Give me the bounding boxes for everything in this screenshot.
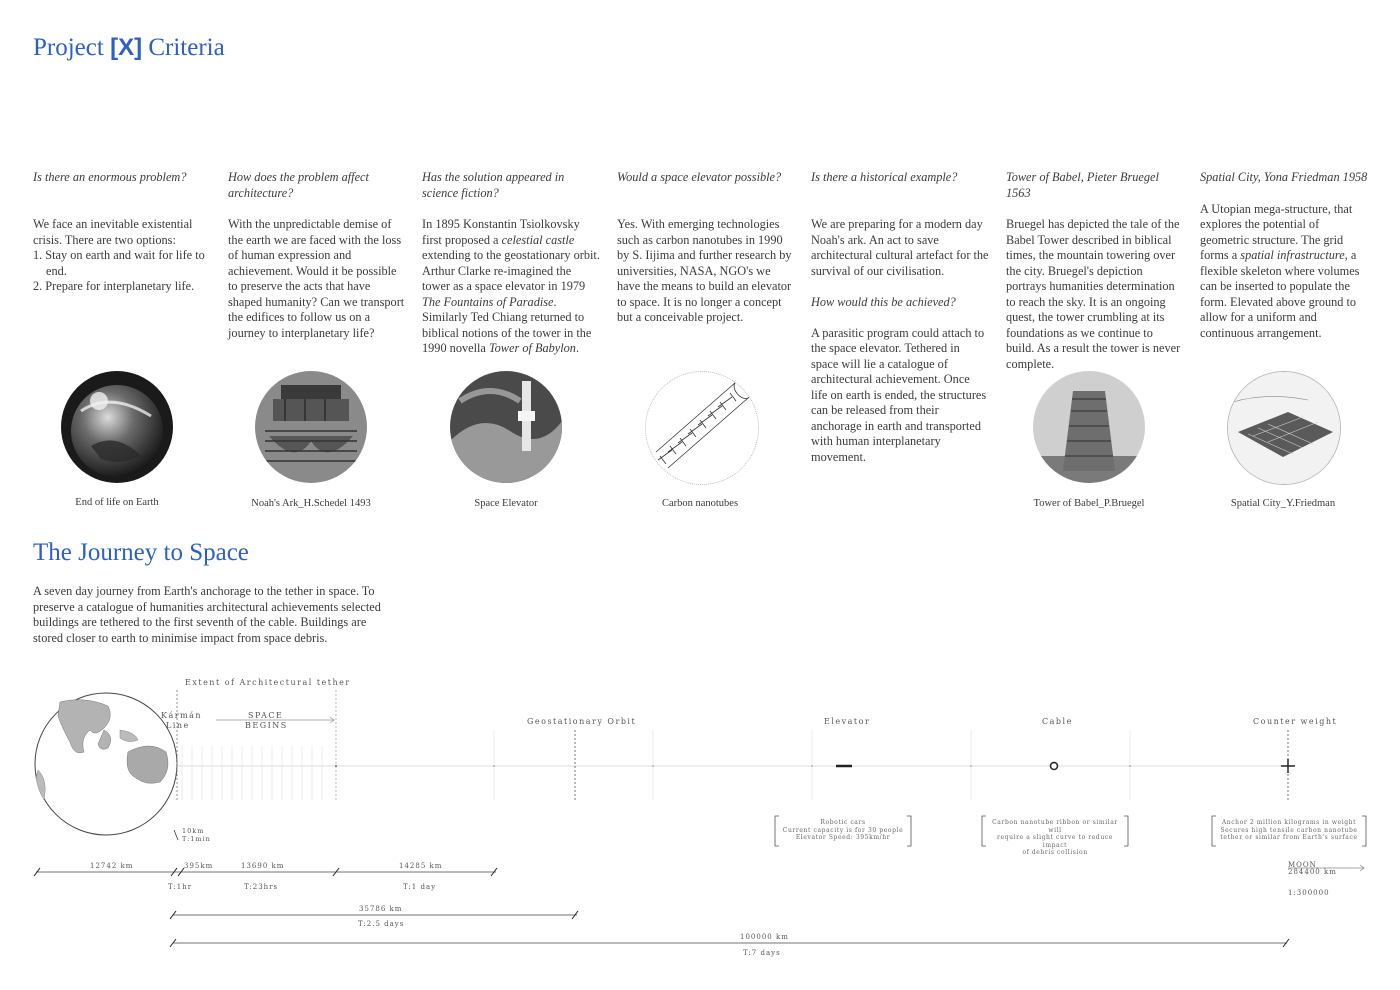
karman-label-1: Kármán — [161, 711, 203, 720]
distance-395: 395km — [184, 862, 214, 870]
image-caption: Spatial City_Y.Friedman — [1230, 498, 1336, 509]
column-text-2: A parasitic program could attach to the space elevator. Tethered in space will lie a catalogue of architectural achievement. Once life on earth is ended, the structures can be released from their anchorage in earth and transported with human interplanetary movement. — [811, 325, 987, 464]
column-text: We face an inevitable existential crisis. There are two options: — [33, 217, 193, 247]
column-question: Is there a historical example? — [811, 170, 958, 184]
time-1day: T:1 day — [403, 883, 437, 891]
image-caption: Tower of Babel_P.Bruegel — [1033, 498, 1145, 509]
column-question-2: How would this be achieved? — [811, 294, 956, 309]
distance-earth: 12742 km — [90, 862, 134, 870]
title-mark: [X] — [110, 34, 143, 61]
cable-note: Carbon nanotube ribbon or similar will require a slight curve to reduce impact of debris collision — [992, 819, 1118, 856]
karman-time: T:1min — [182, 835, 211, 843]
distance-35786: 35786 km — [359, 905, 403, 913]
scale-label: 1:300000 — [1288, 889, 1330, 897]
karman-distance: 10km — [182, 827, 205, 835]
image-caption: End of life on Earth — [75, 497, 159, 508]
distance-100000: 100000 km — [740, 933, 789, 941]
column-text: In 1895 Konstantin Tsiolkovsky first proposed a celestial castle extending to the geostationary orbit. Arthur Clarke re-imagined the tower as a space elevator in 1979 The Fountains of Paradise. Similarly Ted Chiang returned to biblical notions of the tower in the 1990 novella Tower of Babylon. — [422, 217, 600, 355]
column-question: Tower of Babel, Pieter Bruegel 1563 — [1006, 170, 1159, 200]
extent-label: Extent of Architectural tether — [185, 678, 351, 687]
section-title: The Journey to Space — [33, 539, 249, 566]
time-2-5-days: T:2.5 days — [358, 920, 405, 928]
moon-label: MOON — [1288, 861, 1317, 869]
column-text: Bruegel has depicted the tale of the Babel Tower described in biblical times, the mountain towering over the city. Bruegel's depiction portrays humanities determination to reach the sky. It is an ongoing quest, the tower crumbling at its foundations as we continue to build. As a result the tower is never complete. — [1006, 217, 1181, 371]
list-item: 1. Stay on earth and wait for life to end. — [33, 248, 205, 278]
earth-icon — [35, 693, 177, 835]
time-23hrs: T:23hrs — [244, 883, 279, 891]
time-1hr: T:1hr — [168, 883, 193, 891]
distance-13690: 13690 km — [241, 862, 285, 870]
column-question: Spatial City, Yona Friedman 1958 — [1200, 170, 1368, 184]
elevator-note: Robotic cars Current capacity is for 30 people Elevator Speed: 395km/hr — [782, 819, 904, 841]
geostationary-label: Geostationary Orbit — [527, 717, 637, 726]
image-caption: Noah's Ark_H.Schedel 1493 — [251, 498, 371, 509]
cable-icon — [1051, 763, 1058, 770]
journey-intro: A seven day journey from Earth's anchorage to the tether in space. To preserve a catalogue of humanities architectural achievements selected buildings are tethered to the first seventh of the cable. Buildings are stored closer to earth to minimise impact from space debris. — [33, 584, 381, 645]
column-question: Has the solution appeared in science fiction? — [422, 170, 565, 200]
counter-weight-note: Anchor 2 million kilograms in weight Secures high tensile carbon nanotube tether or similar from Earth's surface — [1220, 819, 1358, 841]
column-question: Is there an enormous problem? — [33, 170, 187, 184]
column-text: A Utopian mega-structure, that explores the potential of geometric structure. The grid forms a spatial infrastructure, a flexible skeleton where volumes can be inserted to populate the form. Elevated above ground to allow for a uniform and continuous arrangement. — [1200, 201, 1360, 340]
distance-14285: 14285 km — [399, 862, 443, 870]
column-question: How does the problem affect architecture? — [228, 170, 369, 200]
column-text: We are preparing for a modern day Noah's ark. An act to save architectural cultural artefact for the survival of our civilisation. — [811, 217, 989, 278]
elevator-label: Elevator — [824, 717, 871, 726]
column-text: Yes. With emerging technologies such as carbon nanotubes in 1990 by S. Iijima and further research by universities, NASA, NGO's we have the means to build an elevator to space. It is no longer a concept but a conceivable project. — [617, 217, 792, 324]
time-7-days: T:7 days — [743, 949, 781, 957]
list-item: 2. Prepare for interplanetary life. — [33, 279, 195, 293]
title-suffix: Criteria — [142, 34, 225, 61]
counter-weight-icon — [1281, 759, 1295, 773]
karman-label-2: Line — [166, 721, 190, 730]
image-caption: Carbon nanotubes — [661, 498, 739, 509]
column-question: Would a space elevator possible? — [617, 170, 782, 184]
title-prefix: Project — [33, 34, 111, 61]
image-caption: Space Elevator — [474, 498, 538, 509]
column-text: With the unpredictable demise of the earth we are faced with the loss of human expression and achievement. Would it be possible to preserve the acts that have shaped humanity? Can we transport the edifices to follow us on a journey to interplanetary life? — [228, 217, 405, 340]
counter-weight-label: Counter weight — [1253, 717, 1338, 726]
moon-distance: 284400 km — [1288, 868, 1337, 876]
space-begins-1: SPACE — [248, 711, 284, 720]
space-begins-2: BEGINS — [245, 721, 288, 730]
cable-label: Cable — [1042, 717, 1073, 726]
